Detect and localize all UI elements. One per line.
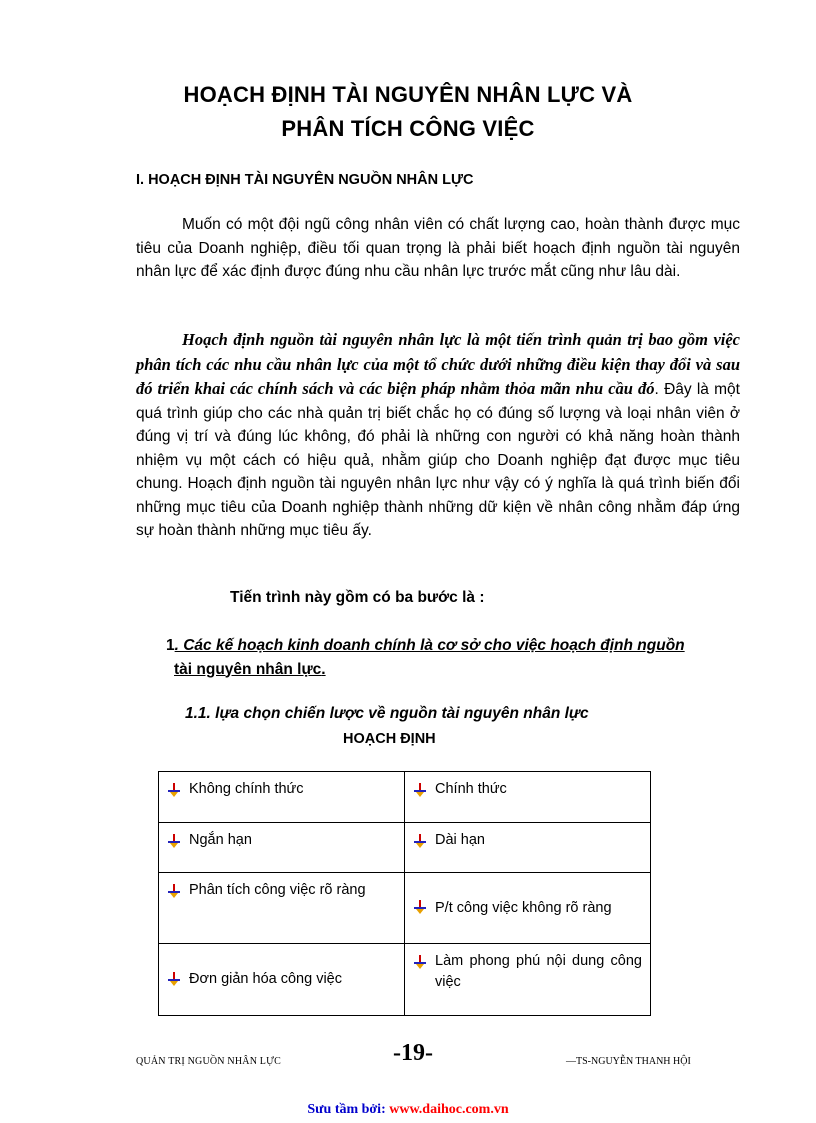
source-link[interactable]: www.daihoc.com.vn: [389, 1102, 509, 1117]
point-1-number: 1: [166, 637, 175, 654]
definition-emphasis: Hoạch định nguồn tài nguyên nhân lực là một tiến trình quản trị bao gồm việc phân tích các nhu cầu nhân lực của một tổ chức dưới những điều kiện thay đổi và sau đó triển khai các chính sách và các biện pháp nhằm thỏa mãn nhu cầu đó: [136, 330, 740, 398]
point-1-line-2: tài nguyên nhân lực: [174, 660, 322, 678]
subpoint-1-1: 1.1. lựa chọn chiến lược về nguồn tài nguyên nhân lực: [185, 705, 589, 722]
table-title: HOẠCH ĐỊNH: [343, 731, 436, 747]
source-label: Sưu tầm bởi:: [307, 1102, 390, 1117]
steps-intro: Tiến trình này gồm có ba bước là :: [230, 589, 485, 606]
arrow-down-bullet-icon: [413, 900, 427, 914]
arrow-down-bullet-icon: [413, 834, 427, 848]
cell-text: Phân tích công việc rõ ràng: [189, 882, 366, 898]
arrow-down-bullet-icon: [167, 884, 181, 898]
table-cell: [405, 823, 651, 873]
cell-text: P/t công việc không rõ ràng: [435, 899, 612, 916]
cell-text: Dài hạn: [435, 832, 485, 848]
document-title: [100, 78, 716, 146]
cell-text: Chính thức: [435, 781, 507, 797]
section-heading: I. HOẠCH ĐỊNH TÀI NGUYÊN NGUỒN NHÂN LỰC: [136, 172, 474, 188]
intro-paragraph: Muốn có một đội ngũ công nhân viên có chất lượng cao, hoàn thành được mục tiêu của Doanh nghiệp, điều tối quan trọng là phải biết hoạch định nguồn tài nguyên nhân lực để xác định được đúng nhu cầu nhân lực trước mắt cũng như lâu dài.: [136, 216, 740, 280]
table-cell: [159, 873, 405, 944]
cell-text: Làm phong phú nội dung công việc: [435, 953, 642, 990]
table-cell: [159, 944, 405, 1016]
table-cell: [159, 772, 405, 823]
point-1-line-2-end: .: [321, 660, 326, 678]
footer-course-title: QUẢN TRỊ NGUỒN NHÂN LỰC: [136, 1056, 281, 1067]
page-number: -19-: [393, 1040, 433, 1066]
point-1-line-1: . Các kế hoạch kinh doanh chính là cơ sở cho việc hoạch định nguồn: [174, 637, 685, 654]
planning-table: [158, 771, 651, 1016]
arrow-down-bullet-icon: [167, 783, 181, 797]
cell-text: Ngắn hạn: [189, 832, 252, 848]
table-cell: [405, 772, 651, 823]
definition-rest: . Đây là một quá trình giúp cho các nhà quản trị biết chắc họ có đúng số lượng và loại nhân viên ở đúng vị trí và đúng lúc không, đó phải là những con người có khả năng hoàn thành nhiệm vụ một cách có hiệu quả, nhằm giúp cho Doanh nghiệp đạt được mục tiêu chung. Hoạch định nguồn tài nguyên nhân lực như vậy có ý nghĩa là quá trình biến đổi những mục tiêu của Doanh nghiệp thành những dữ kiện về nhân công nhằm đáp ứng sự hoàn thành những mục tiêu ấy.: [136, 381, 740, 539]
definition-paragraph: [136, 328, 740, 543]
source-credit: [0, 1102, 816, 1118]
title-line-1: HOẠCH ĐỊNH TÀI NGUYÊN NHÂN LỰC VÀ: [183, 82, 633, 107]
table-row: [159, 772, 651, 823]
table-cell: [405, 873, 651, 944]
arrow-down-bullet-icon: [167, 834, 181, 848]
point-1: [166, 634, 740, 681]
arrow-down-bullet-icon: [413, 955, 427, 969]
table-row: [159, 873, 651, 944]
footer-author: —TS-NGUYỄN THANH HỘI: [566, 1056, 691, 1067]
table-row: [159, 823, 651, 873]
arrow-down-bullet-icon: [167, 972, 181, 986]
table-cell: [405, 944, 651, 1016]
table-row: [159, 944, 651, 1016]
arrow-down-bullet-icon: [413, 783, 427, 797]
cell-text: Không chính thức: [189, 781, 304, 797]
table-cell: [159, 823, 405, 873]
cell-text: Đơn giản hóa công việc: [189, 971, 342, 987]
title-line-2: PHÂN TÍCH CÔNG VIỆC: [281, 116, 535, 141]
